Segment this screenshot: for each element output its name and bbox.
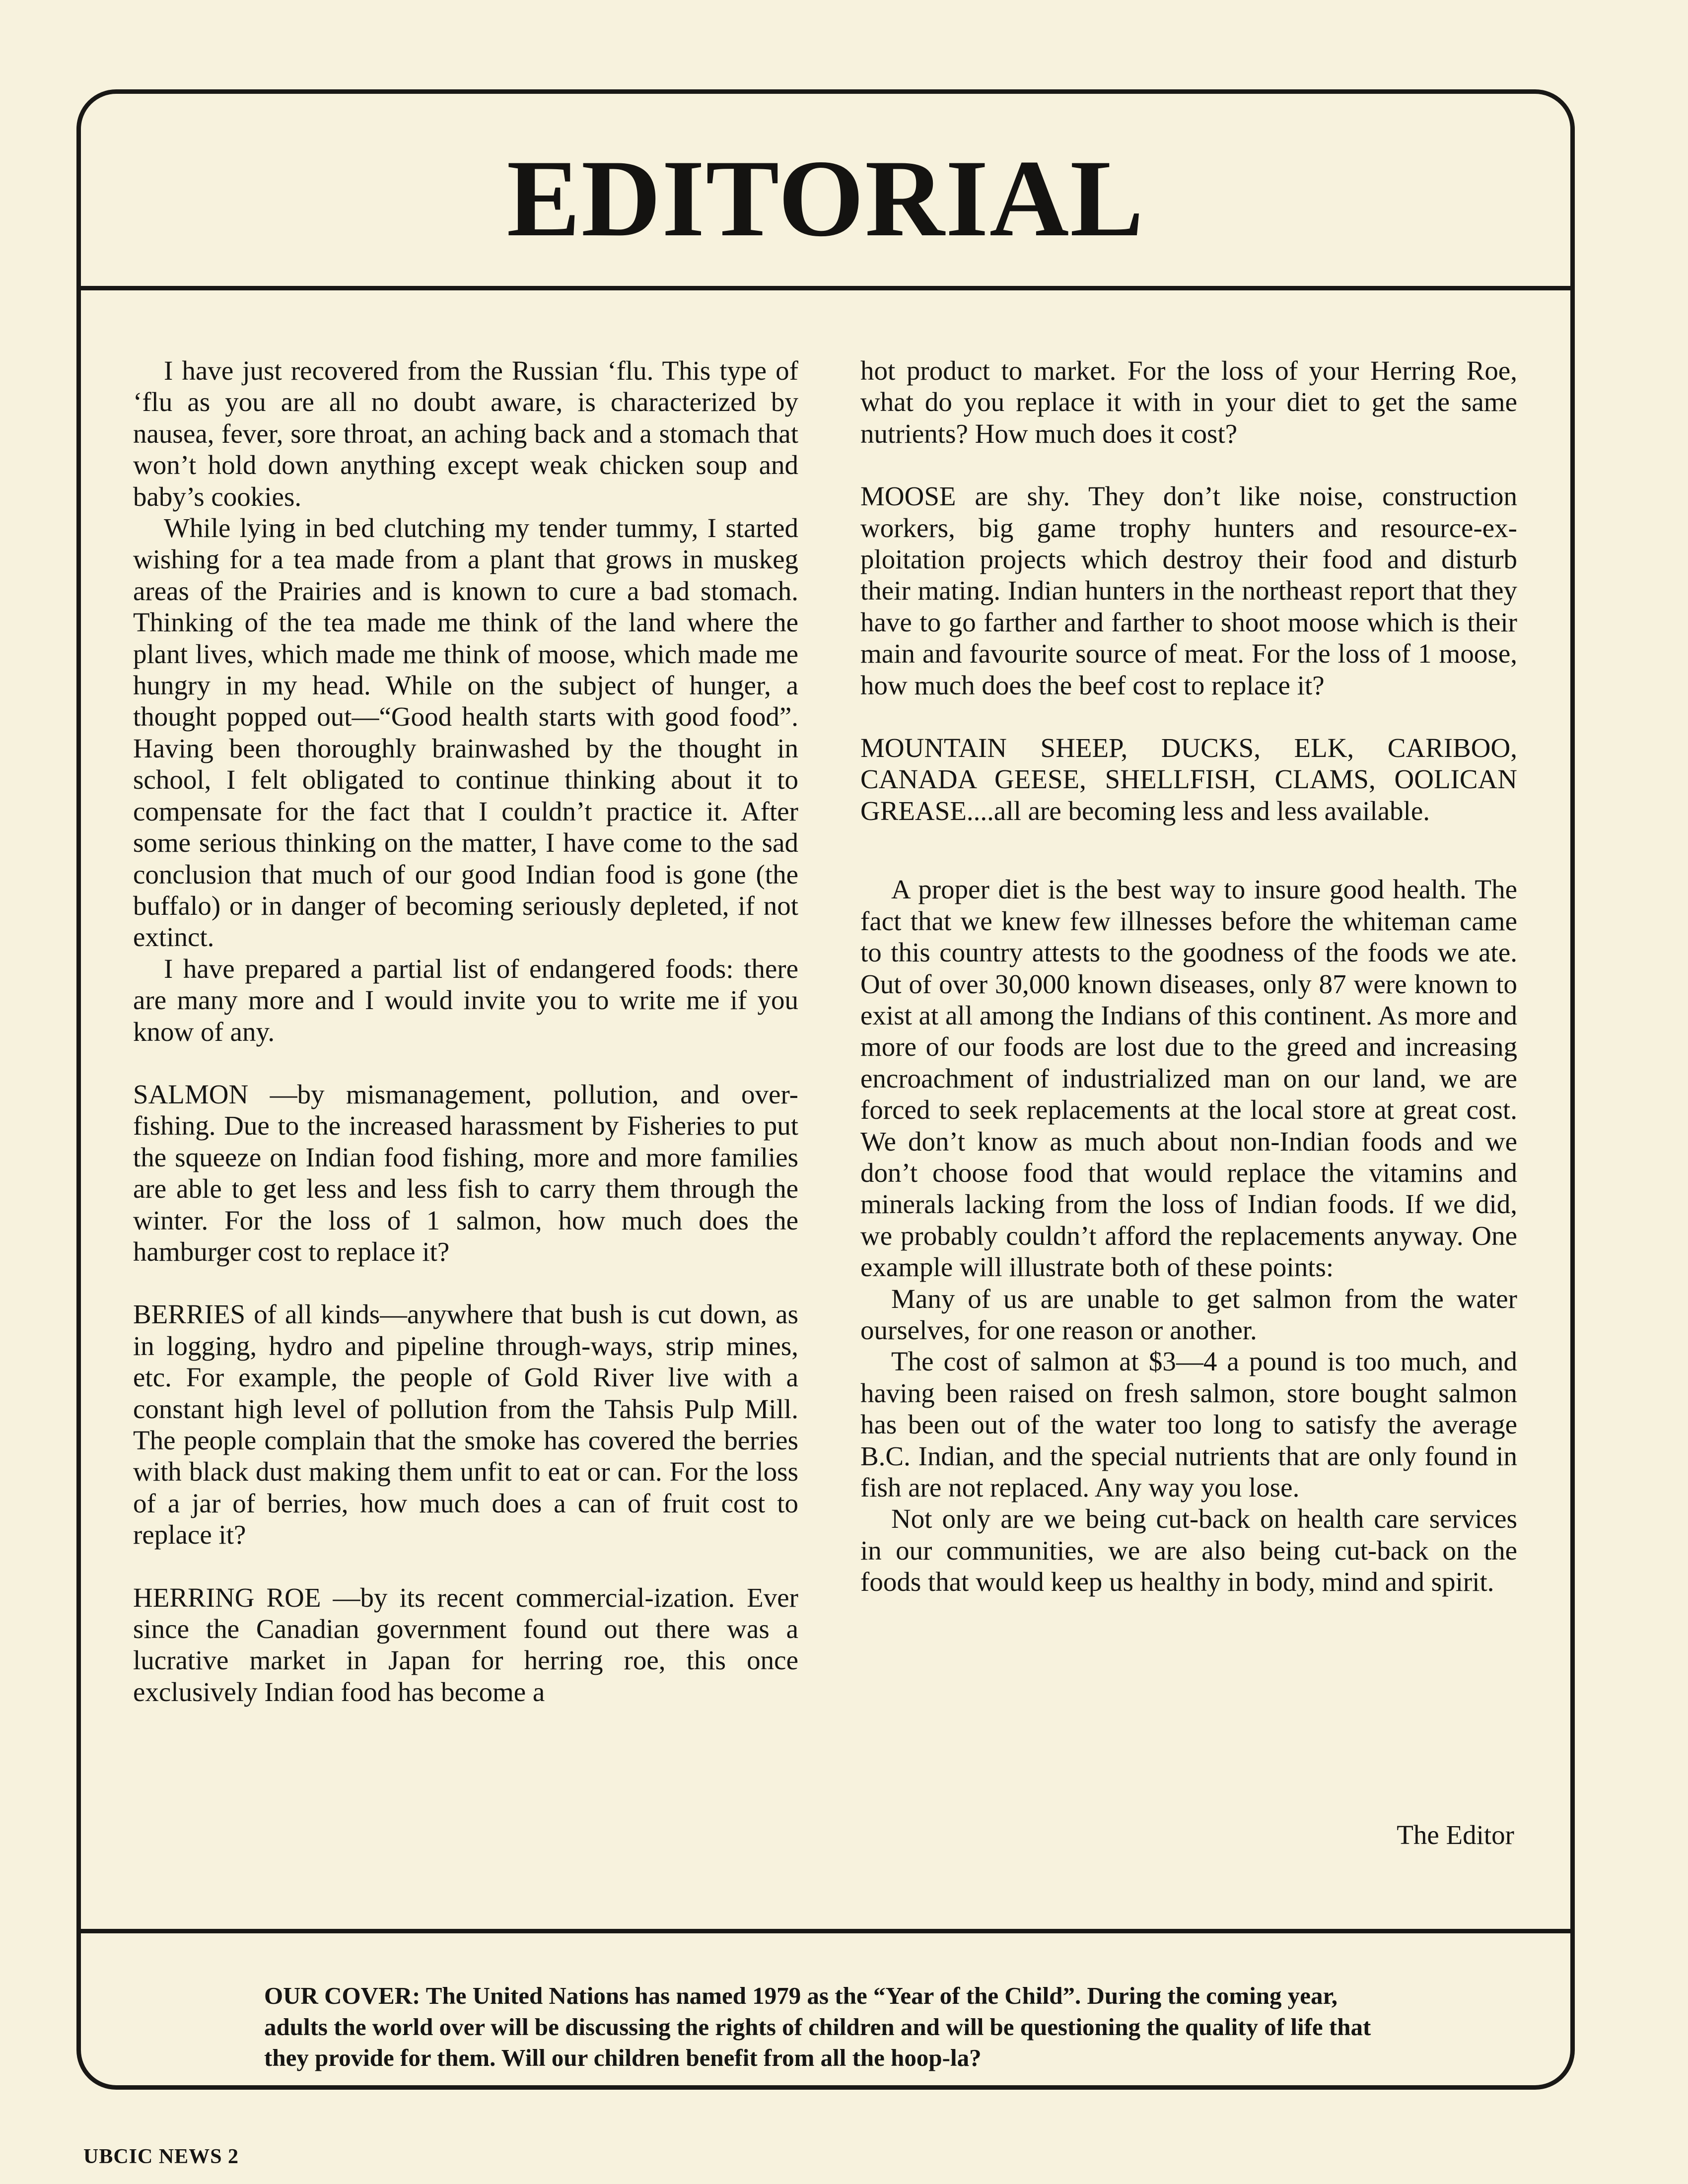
paragraph-herring-roe: HERRING ROE —by its recent commercial-ization. Ever since the Canadian government found out there was a lucrative market in Japan for herring roe, this once exclusively Indian food has become a [133,1582,798,1707]
paragraph-proper-diet: A proper diet is the best way to insure good health. The fact that we knew few illnesses before the whiteman came to this country attests to the goodness of the foods we ate. Out of over 30,000 known diseases, only 87 were known to exist at all among the Indians of this continent. As more and more of our foods are lost due to the greed and increasing encroachment of industrialized man on our land, we are forced to seek replacements at the local store at great cost. We don’t know as much about non-Indian foods and we don’t choose food that would replace the vitamins and minerals lacking from the loss of Indian foods. If we did, we probably couldn’t afford the replacements anyway. One example will illustrate both of these points: [860,874,1517,1283]
page-title: EDITORIAL [506,137,1145,260]
paragraph-herring-roe-cont: hot product to market. For the loss of your Herring Roe, what do you replace it with in your diet to get the same nutrients? How much does it cost? [860,355,1517,449]
paragraph-moose: MOOSE are shy. They don’t like noise, construction workers, big game trophy hunters and resource-ex-ploitation projects which destroy their food and disturb their mating. Indian hunters in the northeast report that they have to go farther and farther to shoot moose which is their main and favourite source of meat. For the loss of 1 moose, how much does the beef cost to replace it? [860,481,1517,700]
paragraph-berries: BERRIES of all kinds—anywhere that bush is cut down, as in logging, hydro and pipeline through-ways, strip mines, etc. For example, the people of Gold River live with a constant high level of pollution from the Tahsis Pulp Mill. The people complain that the smoke has covered the berries with black dust making them unfit to eat or can. For the loss of a jar of berries, how much does a can of fruit cost to replace it? [133,1299,798,1550]
paragraph-salmon-water: Many of us are unable to get salmon from the water ourselves, for one reason or another. [860,1283,1517,1345]
paragraph-salmon-cost: The cost of salmon at $3—4 a pound is too much, and having been raised on fresh salmon, store bought salmon has been out of the water too long to satisfy the average B.C. Indian, and the special nutrients that are only found in fish are not replaced. Any way you lose. [860,1346,1517,1502]
paragraph-intro: I have just recovered from the Russian ‘flu. This type of ‘flu as you are all no doubt aware, is characterized by nausea, fever, sore throat, an aching back and a stomach that won’t hold down anything except weak chicken soup and baby’s cookies. [133,355,798,512]
paragraph-tea: While lying in bed clutching my tender tummy, I started wishing for a tea made from a plant that grows in muskeg areas of the Prairies and is known to cure a bad stomach. Thinking of the tea made me think of the land where the plant lives, which made me think of moose, which made me hungry in my head. While on the subject of hunger, a thought popped out—“Good health starts with good food”. Having been thoroughly brainwashed by the thought in school, I felt obligated to continue thinking about it to compensate for the fact that I couldn’t practice it. After some serious thinking on the matter, I have come to the sad conclusion that much of our good Indian food is gone (the buffalo) or in danger of becoming seriously depleted, if not extinct. [133,513,798,953]
paragraph-salmon: SALMON —by mismanagement, pollution, and over-fishing. Due to the increased harassment by Fisheries to put the squeeze on Indian food fishing, more and more families are able to get less and less fish to carry them through the winter. For the loss of 1 salmon, how much does the hamburger cost to replace it? [133,1079,798,1267]
right-column [860,355,1517,1598]
cover-note: OUR COVER: The United Nations has named 1979 as the “Year of the Child”. During the coming year, adults the world over will be discussing the rights of children and will be questioning the quality of life that they provide for them. Will our children benefit from all the hoop-la? [264,1982,1371,2071]
paragraph-health-care: Not only are we being cut-back on health care services in our communities, we are also being cut-back on the foods that would keep us healthy in body, mind and spirit. [860,1503,1517,1597]
paragraph-other-foods: MOUNTAIN SHEEP, DUCKS, ELK, CARIBOO, CANADA GEESE, SHELLFISH, CLAMS, OOLICAN GREASE....all are becoming less and less available. [860,733,1517,826]
page-footer: UBCIC NEWS 2 [83,2145,239,2168]
left-column [133,355,798,1707]
signature: The Editor [1397,1820,1514,1850]
title-divider [76,286,1575,290]
cover-divider [76,1929,1575,1933]
paragraph-list-intro: I have prepared a partial list of endangered foods: there are many more and I would invite you to write me if you know of any. [133,953,798,1047]
